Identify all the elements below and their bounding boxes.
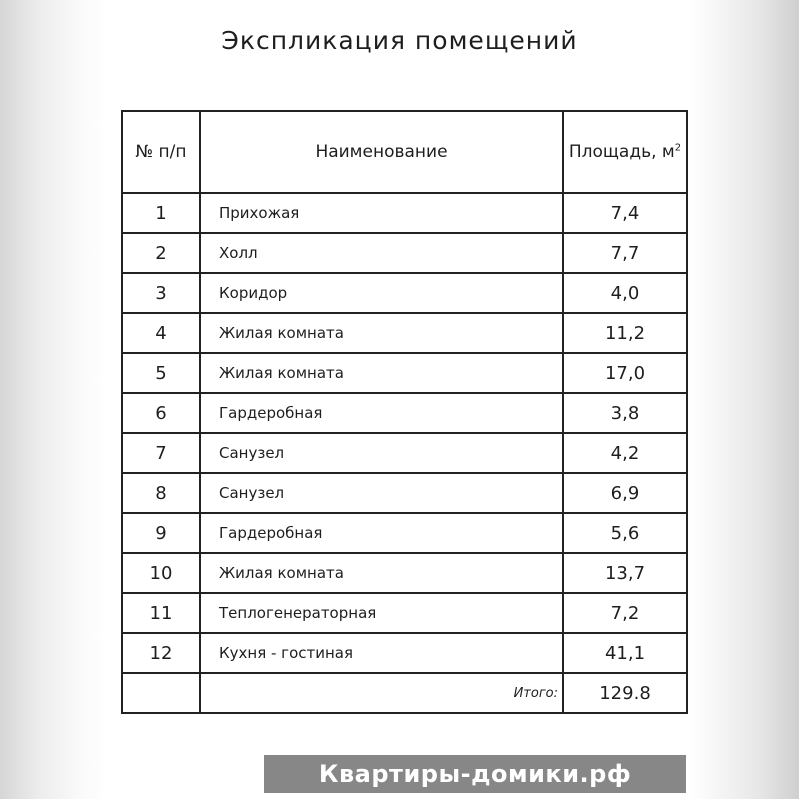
- row-room-area: 4,0: [563, 273, 687, 313]
- row-room-area: 3,8: [563, 393, 687, 433]
- table-row: [122, 273, 687, 313]
- total-value: 129.8: [563, 673, 687, 713]
- row-room-area: 41,1: [563, 633, 687, 673]
- table-row: [122, 193, 687, 233]
- right-blurred-margin: [689, 0, 799, 799]
- header-area: [563, 111, 687, 193]
- header-area-superscript: 2: [674, 142, 682, 154]
- row-room-area: 7,7: [563, 233, 687, 273]
- row-room-name: Санузел: [200, 473, 563, 513]
- row-room-name: Прихожая: [200, 193, 563, 233]
- row-room-name: Жилая комната: [200, 313, 563, 353]
- row-room-name: Жилая комната: [200, 353, 563, 393]
- table-body: [122, 193, 687, 673]
- table-row: [122, 593, 687, 633]
- header-name: Наименование: [200, 111, 563, 193]
- table-row: [122, 633, 687, 673]
- row-room-area: 6,9: [563, 473, 687, 513]
- row-room-area: 13,7: [563, 553, 687, 593]
- row-room-area: 7,4: [563, 193, 687, 233]
- total-label: Итого:: [200, 673, 563, 713]
- row-room-area: 17,0: [563, 353, 687, 393]
- table-row: [122, 353, 687, 393]
- row-number: 4: [122, 313, 200, 353]
- table-header-row: [122, 111, 687, 193]
- table-row: [122, 553, 687, 593]
- table-row: [122, 313, 687, 353]
- row-room-area: 4,2: [563, 433, 687, 473]
- document-title: Экспликация помещений: [221, 26, 578, 55]
- total-empty-cell: [122, 673, 200, 713]
- row-number: 7: [122, 433, 200, 473]
- row-number: 1: [122, 193, 200, 233]
- table-row: [122, 393, 687, 433]
- left-blurred-margin: [0, 0, 108, 799]
- row-room-name: Коридор: [200, 273, 563, 313]
- total-row: [122, 673, 687, 713]
- header-number: № п/п: [122, 111, 200, 193]
- row-room-area: 5,6: [563, 513, 687, 553]
- row-room-area: 7,2: [563, 593, 687, 633]
- header-area-label: Площадь, м: [568, 142, 675, 162]
- row-room-name: Холл: [200, 233, 563, 273]
- row-number: 2: [122, 233, 200, 273]
- row-number: 10: [122, 553, 200, 593]
- table-row: [122, 233, 687, 273]
- table-row: [122, 473, 687, 513]
- row-room-name: Гардеробная: [200, 513, 563, 553]
- row-room-name: Кухня - гостиная: [200, 633, 563, 673]
- row-room-name: Жилая комната: [200, 553, 563, 593]
- site-watermark: Квартиры-домики.рф: [264, 755, 686, 793]
- row-number: 11: [122, 593, 200, 633]
- row-room-name: Санузел: [200, 433, 563, 473]
- row-number: 6: [122, 393, 200, 433]
- row-number: 9: [122, 513, 200, 553]
- room-explication-table: [121, 110, 688, 714]
- row-room-name: Теплогенераторная: [200, 593, 563, 633]
- row-number: 3: [122, 273, 200, 313]
- row-number: 5: [122, 353, 200, 393]
- row-room-name: Гардеробная: [200, 393, 563, 433]
- table-row: [122, 433, 687, 473]
- row-room-area: 11,2: [563, 313, 687, 353]
- row-number: 12: [122, 633, 200, 673]
- table-row: [122, 513, 687, 553]
- row-number: 8: [122, 473, 200, 513]
